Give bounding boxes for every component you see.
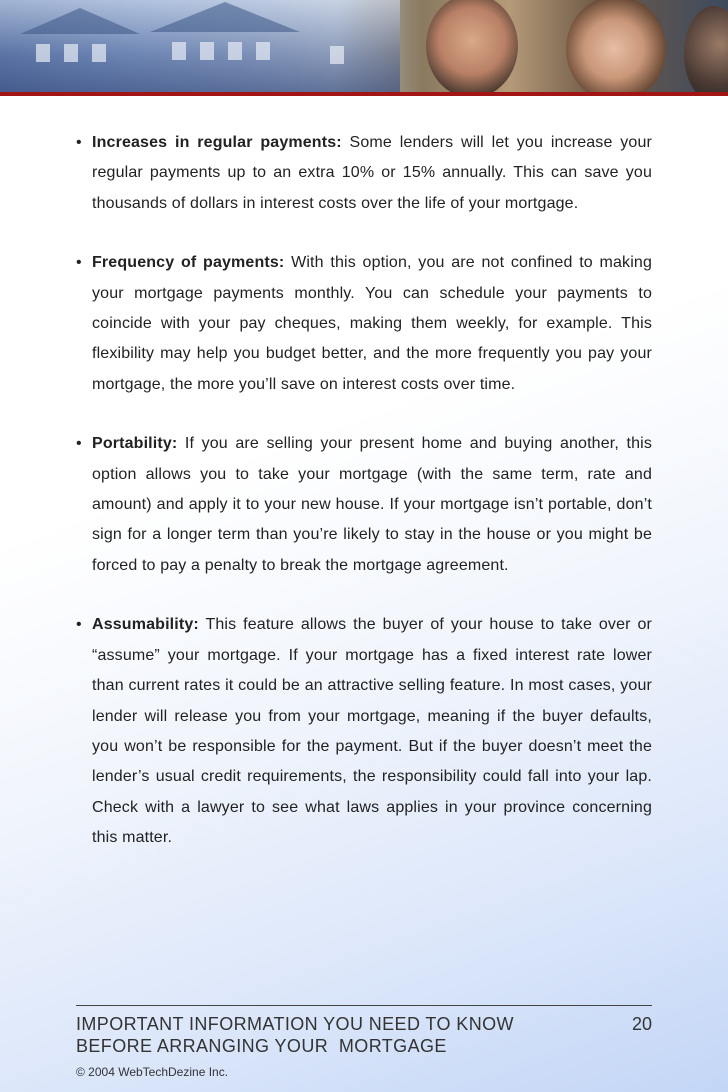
list-item-term: Portability: xyxy=(92,435,178,453)
bullet-list xyxy=(76,128,652,883)
list-item xyxy=(76,248,652,400)
woman-photo xyxy=(566,0,666,92)
list-item-term: Assumability: xyxy=(92,616,199,634)
bullet-icon: • xyxy=(76,134,82,151)
list-item-paragraph xyxy=(92,128,652,219)
footer-title xyxy=(76,1013,596,1057)
list-item-term: Frequency of payments: xyxy=(92,254,285,272)
list-item-term: Increases in regular payments: xyxy=(92,134,342,151)
list-item-paragraph xyxy=(92,610,652,853)
list-item-text: Some lenders will let you increase your regular payments up to an extra 10% or 15% annually. This can save you thousands of dollars in interest costs over the life of your mortgage. xyxy=(92,134,653,212)
footer-title-line-1: IMPORTANT INFORMATION YOU NEED TO KNOW xyxy=(76,1014,514,1034)
house-photo xyxy=(0,0,400,92)
man-photo xyxy=(426,0,518,92)
header-banner-image xyxy=(0,0,728,92)
list-item-paragraph xyxy=(92,429,652,581)
list-item-text: With this option, you are not confined to making your mortgage payments monthly. You can schedule your payments to coincide with your pay cheques, making them weekly, for example. This flexibility may help you budget better, and the more frequently you pay your mortgage, the more you’ll save on interest costs over time. xyxy=(92,254,653,393)
bullet-icon: • xyxy=(76,435,82,453)
list-item xyxy=(76,429,652,581)
list-item-text: If you are selling your present home and buying another, this option allows you to take your mortgage (with the same term, rate and amount) and apply it to your new house. If your mortgage isn’t portable, don’t sign for a longer term than you’re likely to stay in the house or you might be forced to pay a penalty to break the mortgage agreement. xyxy=(92,435,652,574)
footer-divider xyxy=(76,1005,652,1006)
copyright-notice: © 2004 WebTechDezine Inc. xyxy=(76,1065,229,1079)
list-item xyxy=(76,128,652,219)
footer-title-line-2: BEFORE ARRANGING YOUR MORTGAGE xyxy=(76,1036,447,1056)
page-number: 20 xyxy=(631,1014,652,1034)
third-person-photo xyxy=(684,6,728,92)
bullet-icon: • xyxy=(76,254,82,272)
list-item-paragraph xyxy=(92,248,652,400)
header-accent-line xyxy=(0,92,728,96)
bullet-icon: • xyxy=(76,616,82,634)
list-item xyxy=(76,610,652,853)
list-item-text: This feature allows the buyer of your house to take over or “assume” your mortgage. If your mortgage has a fixed interest rate lower than current rates it could be an attractive selling feature. In most cases, your lender will release you from your mortgage, meaning if the buyer defaults, you won’t be responsible for the payment. But if the buyer doesn’t meet the lender’s usual credit requirements, the responsibility could fall into your lap. Check with a lawyer to see what laws applies in your province concerning this matter. xyxy=(92,616,652,847)
